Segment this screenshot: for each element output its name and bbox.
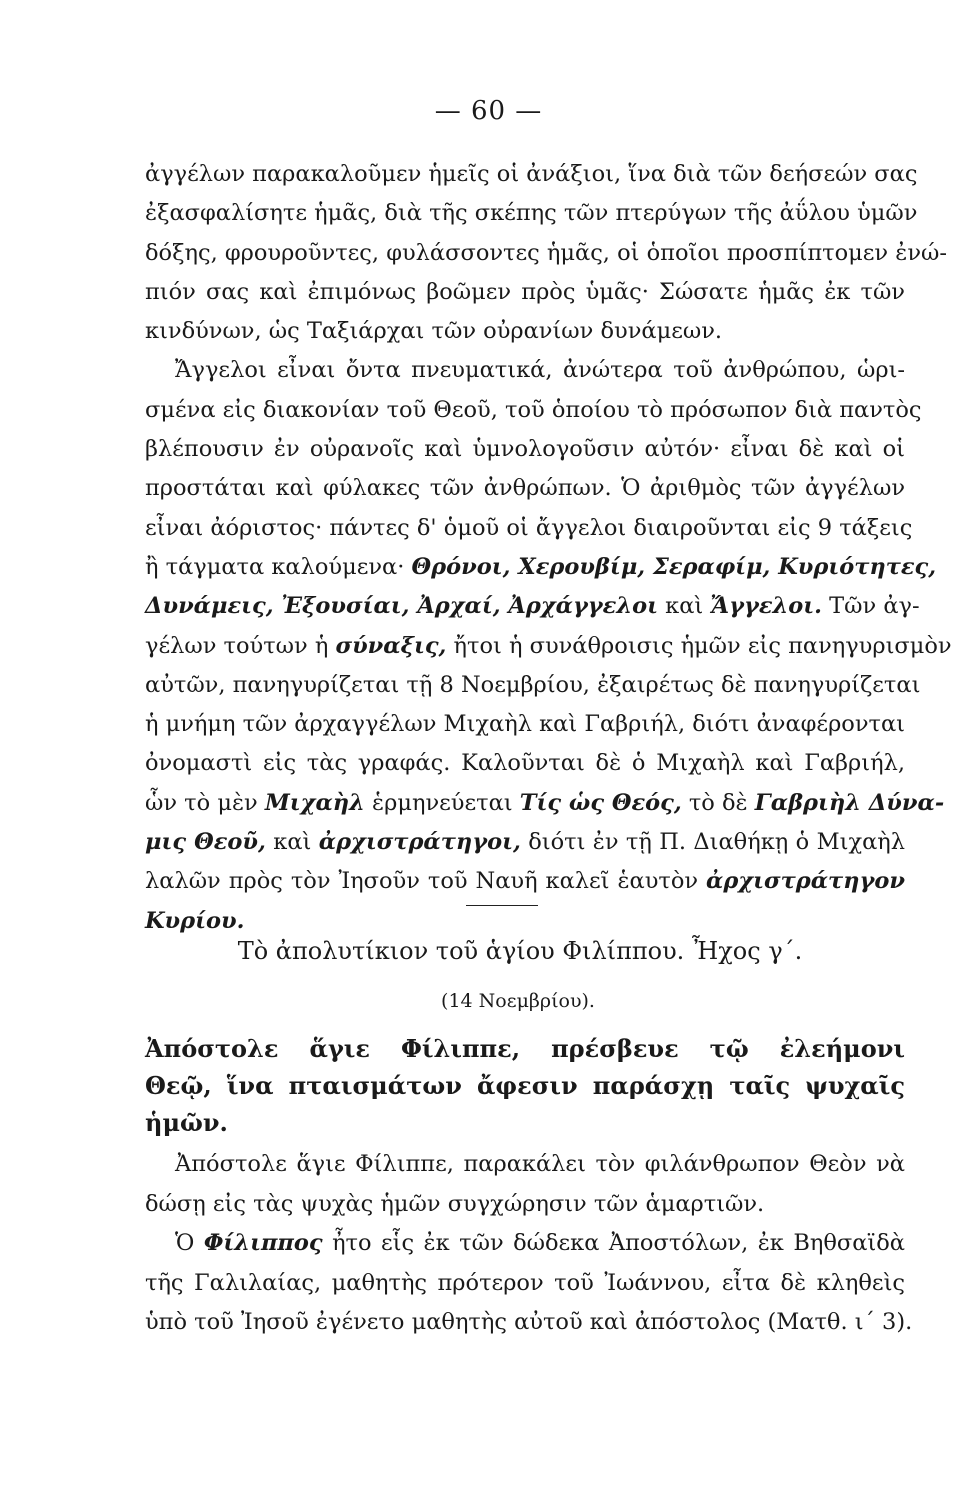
text-line: ἡ μνήμη τῶν ἀρχαγγέλων Μιχαὴλ καὶ Γαβριήλ, διότι ἀναφέρονται [145,711,905,738]
text-run: Τῶν ἀγ- [822,593,920,620]
text-line: δόξης, φρουροῦντες, φυλάσσοντες ἡμᾶς, οἱ ὁποῖοι προσπίπτομεν ἐνώ- [145,239,947,266]
text-line: βλέπουσιν ἐν οὐρανοῖς καὶ ὑμνολογοῦσιν αὐτόν· εἶναι δὲ καὶ οἱ [145,436,905,463]
text-run: λαλῶν πρὸς τὸν Ἰησοῦν τοῦ Ναυῆ καλεῖ ἑαυτὸν [145,868,707,895]
text-line: ὑπὸ τοῦ Ἰησοῦ ἐγένετο μαθητὴς αὐτοῦ καὶ ἀπόστολος (Ματθ. ι΄ 3). [145,1309,913,1335]
italic-text: Γαβριὴλ Δύνα- [754,789,945,816]
hymn-title: Τὸ ἀπολυτίκιον τοῦ ἁγίου Φιλίππου. Ἦχος γ΄. [237,937,803,965]
text-run: καὶ [265,829,319,856]
text-line [145,862,905,901]
text-line: δώσῃ εἰς τὰς ψυχὰς ἡμῶν συγχώρησιν τῶν ἁμαρτιῶν. [145,1190,765,1217]
italic-text: Φίλιππος [203,1230,323,1256]
text-line [145,548,937,587]
text-line: πιόν σας καὶ ἐπιμόνως βοῶμεν πρὸς ὑμᾶς· Σώσατε ἡμᾶς ἐκ τῶν [145,278,905,305]
italic-text: ἀρχιστράτηγοι, [318,829,521,856]
page-number: — 60 — [434,96,543,126]
italic-text: μις Θεοῦ, [145,829,266,856]
text-line: κινδύνων, ὡς Ταξιάρχαι τῶν οὐρανίων δυνάμεων. [145,318,723,345]
text-line: Ἄγγελοι εἶναι ὄντα πνευματικά, ἀνώτερα τοῦ ἀνθρώπου, ὡρι- [175,357,905,384]
text-line: προστάται καὶ φύλακες τῶν ἀνθρώπων. Ὁ ἀριθμὸς τῶν ἀγγέλων [145,475,905,502]
text-line [145,1224,905,1264]
hymn-line: Θεῷ, ἵνα πταισμάτων ἄφεσιν παράσχῃ ταῖς ψυχαῖς [145,1071,905,1100]
hymn-text [145,1030,905,1141]
section-divider [466,905,538,906]
text-line: ἀγγέλων παρακαλοῦμεν ἡμεῖς οἱ ἀνάξιοι, ἵνα διὰ τῶν δεήσεών σας [145,161,918,187]
hymn-line: ἡμῶν. [145,1108,228,1137]
text-line [145,587,920,626]
italic-text: Μιχαὴλ [264,789,365,816]
text-line [145,823,905,862]
text-line: ὀνομαστὶ εἰς τὰς γραφάς. Καλοῦνται δὲ ὁ Μιχαὴλ καὶ Γαβριήλ, [145,750,905,777]
commentary-text [145,1145,913,1343]
text-run: ἦτο εἷς ἐκ τῶν δώδεκα Ἀποστόλων, ἐκ Βηθσαϊδὰ [322,1230,905,1256]
italic-text: σύναξις, [335,632,447,659]
text-run: ἢ τάγματα καλούμενα· [145,553,412,580]
text-line [145,902,905,941]
text-run: ἑρμηνεύεται [364,789,520,816]
text-run: καὶ [658,593,711,620]
italic-text: Δυνάμεις, Ἐξουσίαι, Ἀρχαί, Ἀρχάγγελοι [145,593,659,620]
text-line [145,627,952,666]
italic-text: Θρόνοι, Χερουβίμ, Σεραφίμ, Κυριότητες, [411,553,937,580]
text-run: ἤτοι ἡ συνάθροισις ἡμῶν εἰς πανηγυρισμὸν [446,632,952,659]
text-run: τὸ δὲ [681,789,755,816]
text-line: εἶναι ἀόριστος· πάντες δ' ὁμοῦ οἱ ἄγγελοι διαιροῦνται εἰς 9 τάξεις [145,514,913,541]
text-line: ἐξασφαλίσητε ἡμᾶς, διὰ τῆς σκέπης τῶν πτερύγων τῆς ἀΰλου ὑμῶν [145,200,918,227]
text-run: γέλων τούτων ἡ [145,632,336,659]
text-line: σμένα εἰς διακονίαν τοῦ Θεοῦ, τοῦ ὁποίου τὸ πρόσωπον διὰ παντὸς [145,396,922,423]
text-line [145,784,945,823]
italic-text: Κυρίου. [145,907,245,934]
italic-text: Τίς ὡς Θεός, [519,789,682,816]
text-run: Ὁ [175,1230,204,1256]
body-text [145,155,952,941]
italic-text: Ἄγγελοι. [710,593,823,620]
hymn-line: Ἀπόστολε ἅγιε Φίλιππε, πρέσβευε τῷ ἐλεήμονι [145,1034,905,1063]
text-line: αὐτῶν, πανηγυρίζεται τῇ 8 Νοεμβρίου, ἐξαιρέτως δὲ πανηγυρίζεται [145,671,921,698]
text-run: διότι ἐν τῇ Π. Διαθήκῃ ὁ Μιχαὴλ [520,829,906,856]
italic-text: ἀρχιστράτηγον [706,868,905,895]
text-line: τῆς Γαλιλαίας, μαθητὴς πρότερον τοῦ Ἰωάννου, εἶτα δὲ κληθεὶς [145,1269,905,1296]
hymn-date: (14 Νοεμβρίου). [441,990,595,1012]
text-line: Ἀπόστολε ἅγιε Φίλιππε, παρακάλει τὸν φιλάνθρωπον Θεὸν νὰ [175,1151,905,1177]
text-run: ὧν τὸ μὲν [145,789,265,816]
